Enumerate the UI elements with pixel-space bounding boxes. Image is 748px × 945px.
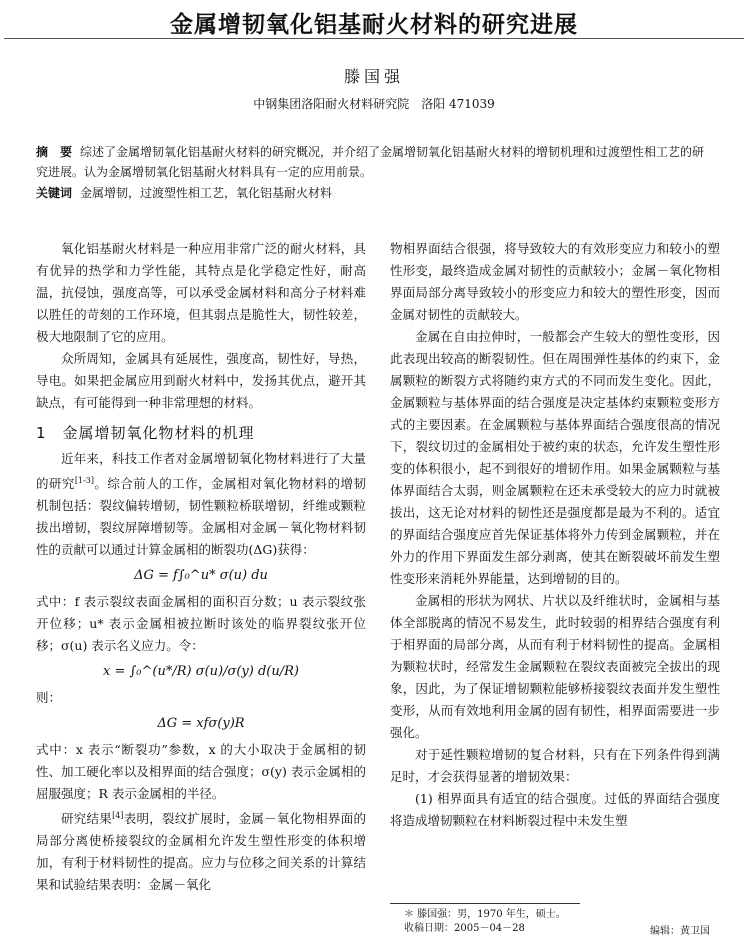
paragraph: 式中：f 表示裂纹表面金属相的面积百分数；u 表示裂纹张开位移；u* 表示金属相被拉断时该处的临界裂纹张开位移；σ(u) 表示名义应力。令：	[36, 594, 366, 654]
footnote-divider	[390, 903, 580, 904]
paragraph-text: 表明，裂纹扩展时，金属－氧化物相界面的局部分离使桥接裂纹的金属相允许发生塑性形变的体积增加，有利于材料韧性的提高。应力与位移之间关系的计算结果和试验结果表明：金属－氧化	[36, 811, 366, 893]
right-column	[390, 238, 720, 832]
title-divider	[4, 38, 744, 39]
section-heading	[36, 422, 366, 444]
paragraph: 氧化铝基耐火材料是一种应用非常广泛的耐火材料，具有优异的热学和力学性能，其特点是化学稳定性好，耐高温，抗侵蚀，强度高等，可以承受金属材料和高分子材料难以胜任的苛刻的工作环境，但其弱点是脆性大，韧性较差，极大地限制了它的应用。	[36, 241, 366, 344]
abstract-label: 摘 要	[36, 145, 73, 159]
citation: [4]	[112, 811, 124, 821]
editor-note: 编辑：黄卫国	[650, 926, 710, 937]
paragraph: 金属相的形状为网状、片状以及纤维状时，金属相与基体全部脱离的情况不易发生，此时较弱的相界结合强度有利于相界面的局部分离，从而有利于材料韧性的提高。金属相为颗粒状时，经常发生金属颗粒在裂纹表面被完全拔出的现象，因此，为了保证增韧颗粒能够桥接裂纹表面并发生塑性变形，从而有效地利用金属的固有韧性，相界面需要进一步强化。	[390, 593, 720, 740]
paragraph-text: 研究结果	[61, 811, 113, 827]
paragraph	[36, 805, 366, 896]
keywords-text: 金属增韧，过渡塑性相工艺，氧化铝基耐火材料	[80, 186, 333, 200]
citation: [1-3]	[74, 476, 94, 485]
paragraph: (1) 相界面具有适宜的结合强度。过低的界面结合强度将造成增韧颗粒在材料断裂过程中未发生塑	[390, 791, 720, 828]
left-column	[36, 238, 366, 896]
section-title: 金属增韧氧化物材料的机理	[62, 424, 255, 442]
equation-3: ΔG = xfσ(y)R	[157, 716, 245, 732]
author-name: 滕国强	[343, 67, 404, 86]
paragraph: 众所周知，金属具有延展性，强度高，韧性好，导热，导电。如果把金属应用到耐火材料中，发扬其优点，避开其缺点，有可能得到一种非常理想的材料。	[36, 351, 366, 410]
paragraph-text: 。综合前人的工作，金属相对氧化物材料的增韧机制包括：裂纹偏转增韧，韧性颗粒桥联增韧，纤维或颗粒拔出增韧，裂纹屏障增韧等。金属相对金属－氧化物材料韧性的贡献可以通过计算金属相的断裂功(ΔG)获得：	[36, 476, 366, 558]
paragraph: 则：	[36, 690, 62, 706]
section-number: 1	[36, 424, 47, 442]
footnote	[404, 908, 566, 936]
paragraph-text: 近年来，科技工作者对金属增韧氧化物材料进行了大量的研究	[36, 451, 366, 492]
abstract-text: 综述了金属增韧氧化铝基耐火材料的研究概况，并介绍了金属增韧氧化铝基耐火材料的增韧机理和过渡塑性相工艺的研究进展。认为金属增韧氧化铝基耐火材料具有一定的应用前景。	[36, 145, 705, 179]
author-affiliation: 中钢集团洛阳耐火材料研究院 洛阳 471039	[253, 97, 495, 111]
paper-title: 金属增韧氧化铝基耐火材料的研究进展	[170, 12, 578, 38]
keywords-label: 关键词	[36, 186, 73, 200]
equation-1: ΔG = f∫₀^u* σ(u) du	[134, 568, 268, 584]
paragraph: 对于延性颗粒增韧的复合材料，只有在下列条件得到满足时，才会获得显著的增韧效果：	[390, 747, 720, 784]
author-note: ＊ 滕国强：男，1970 年生，硕士。	[404, 909, 566, 920]
paragraph: 物相界面结合很强，将导致较大的有效形变应力和较小的塑性形变，最终造成金属对韧性的贡献较小；金属－氧化物相界面局部分离导致较小的形变应力和较大的塑性形变，因而金属对韧性的贡献较大。	[390, 241, 720, 322]
paragraph: 式中：x 表示“断裂功”参数，x 的大小取决于金属相的韧性、加工硬化率以及相界面的结合强度；σ(y) 表示金属相的屈服强度；R 表示金属相的半径。	[36, 742, 366, 802]
received-date: 收稿日期：2005－04－28	[404, 923, 525, 934]
keywords	[36, 184, 716, 201]
paragraph	[36, 448, 366, 561]
equation-2: x = ∫₀^(u*/R) σ(u)/σ(y) d(u/R)	[103, 664, 299, 680]
paragraph: 金属在自由拉伸时，一般都会产生较大的塑性变形，因此表现出较高的断裂韧性。但在周围弹性基体的约束下，金属颗粒的断裂方式将随约束方式的不同而发生变化。因此，金属颗粒与基体界面的结合强度是决定基体约束颗粒变形方式的主要因素。在金属颗粒与基体界面结合强度很高的情况下，裂纹切过的金属相处于被约束的状态，允许发生塑性形变的体积很小，起不到很好的增韧作用。如果金属颗粒与基体界面结合太弱，则金属颗粒在还未承受较大的应力时就被拔出，这无论对材料的韧性还是强度都是最为不利的。适宜的界面结合强度应首先保证基体将外力传到金属颗粒，并在外力的作用下界面发生部分剥离，使其在断裂破坏前发生塑性变形来消耗外界能量，达到增韧的目的。	[390, 329, 720, 586]
abstract	[36, 142, 716, 182]
